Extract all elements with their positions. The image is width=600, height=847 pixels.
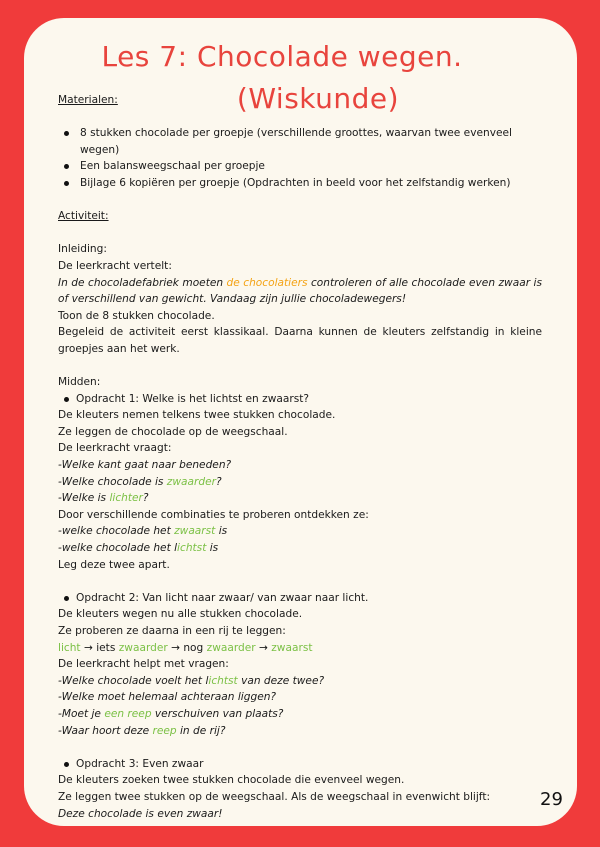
materialen-item: 8 stukken chocolade per groepje (verschillende groottes, waarvan twee evenveel wegen) xyxy=(58,125,542,158)
paragraph: Ze proberen ze daarna in een rij te leggen: xyxy=(58,625,286,637)
highlight-chocolatiers: de chocolatiers xyxy=(226,276,308,289)
paragraph: De kleuters nemen telkens twee stukken chocolade. xyxy=(58,409,336,422)
paragraph: Ze leggen twee stukken op de weegschaal. Als de weegschaal in evenwicht blijft: xyxy=(58,790,491,803)
paragraph: De leerkracht vertelt: xyxy=(58,259,172,272)
question: -Waar hoort deze reep in de rij? xyxy=(58,724,226,737)
paragraph: Begeleid de activiteit eerst klassikaal. Daarna kunnen de kleuters zelfstandig in kleine groepjes aan het werk. xyxy=(58,326,542,355)
discovery: -welke chocolade het lichtst is xyxy=(58,542,219,555)
question: -Welke chocolade voelt het lichtst van deze twee? xyxy=(58,674,325,687)
materialen-item: Bijlage 6 kopiëren per groepje (Opdrachten in beeld voor het zelfstandig werken) xyxy=(58,175,542,192)
page-number: 29 xyxy=(540,789,563,810)
opdracht-2-title: Opdracht 2: Van licht naar zwaar/ van zwaar naar licht. xyxy=(58,590,542,607)
paragraph: De leerkracht helpt met vragen: xyxy=(58,658,229,671)
paragraph: Deze chocolade is even zwaar! xyxy=(58,807,223,820)
question: -Welke chocolade is zwaarder? xyxy=(58,475,222,488)
opdracht-3-title: Opdracht 3: Even zwaar xyxy=(58,756,542,773)
question: -Welke is lichter? xyxy=(58,492,149,505)
paragraph: Toon de 8 stukken chocolade. xyxy=(58,309,215,322)
inleiding-label: Inleiding: xyxy=(58,243,107,256)
materialen-heading: Materialen: xyxy=(58,94,118,106)
story-text: In de chocoladefabriek moeten de chocolatiers controleren of alle chocolade even zwaar is of verschillend van gewicht. Vandaag zijn jullie chocoladewegers! xyxy=(58,276,542,306)
opdracht-1-title: Opdracht 1: Welke is het lichtst en zwaarst? xyxy=(58,391,542,408)
lesson-content xyxy=(58,92,542,822)
question: -Welke kant gaat naar beneden? xyxy=(58,459,232,472)
paragraph: Leg deze twee apart. xyxy=(58,558,170,571)
paragraph: De leerkracht vraagt: xyxy=(58,442,172,455)
discovery: -welke chocolade het zwaarst is xyxy=(58,525,228,538)
question: -Moet je een reep verschuiven van plaats? xyxy=(58,707,284,720)
midden-label: Midden: xyxy=(58,376,101,389)
materialen-item: Een balansweegschaal per groepje xyxy=(58,158,542,175)
question: -Welke moet helemaal achteraan liggen? xyxy=(58,691,277,704)
activiteit-heading: Activiteit: xyxy=(58,210,109,223)
paragraph: Door verschillende combinaties te proberen ontdekken ze: xyxy=(58,508,369,521)
paragraph: De kleuters zoeken twee stukken chocolade die evenveel wegen. xyxy=(58,774,405,787)
page-subtitle: (Wiskunde) xyxy=(236,82,400,115)
paragraph: De kleuters wegen nu alle stukken chocolade. xyxy=(58,608,303,621)
page-title: Les 7: Chocolade wegen. xyxy=(101,40,463,73)
sequence-line: licht → iets zwaarder → nog zwaarder → zwaarst xyxy=(58,641,313,654)
paragraph: Ze leggen de chocolade op de weegschaal. xyxy=(58,425,288,438)
